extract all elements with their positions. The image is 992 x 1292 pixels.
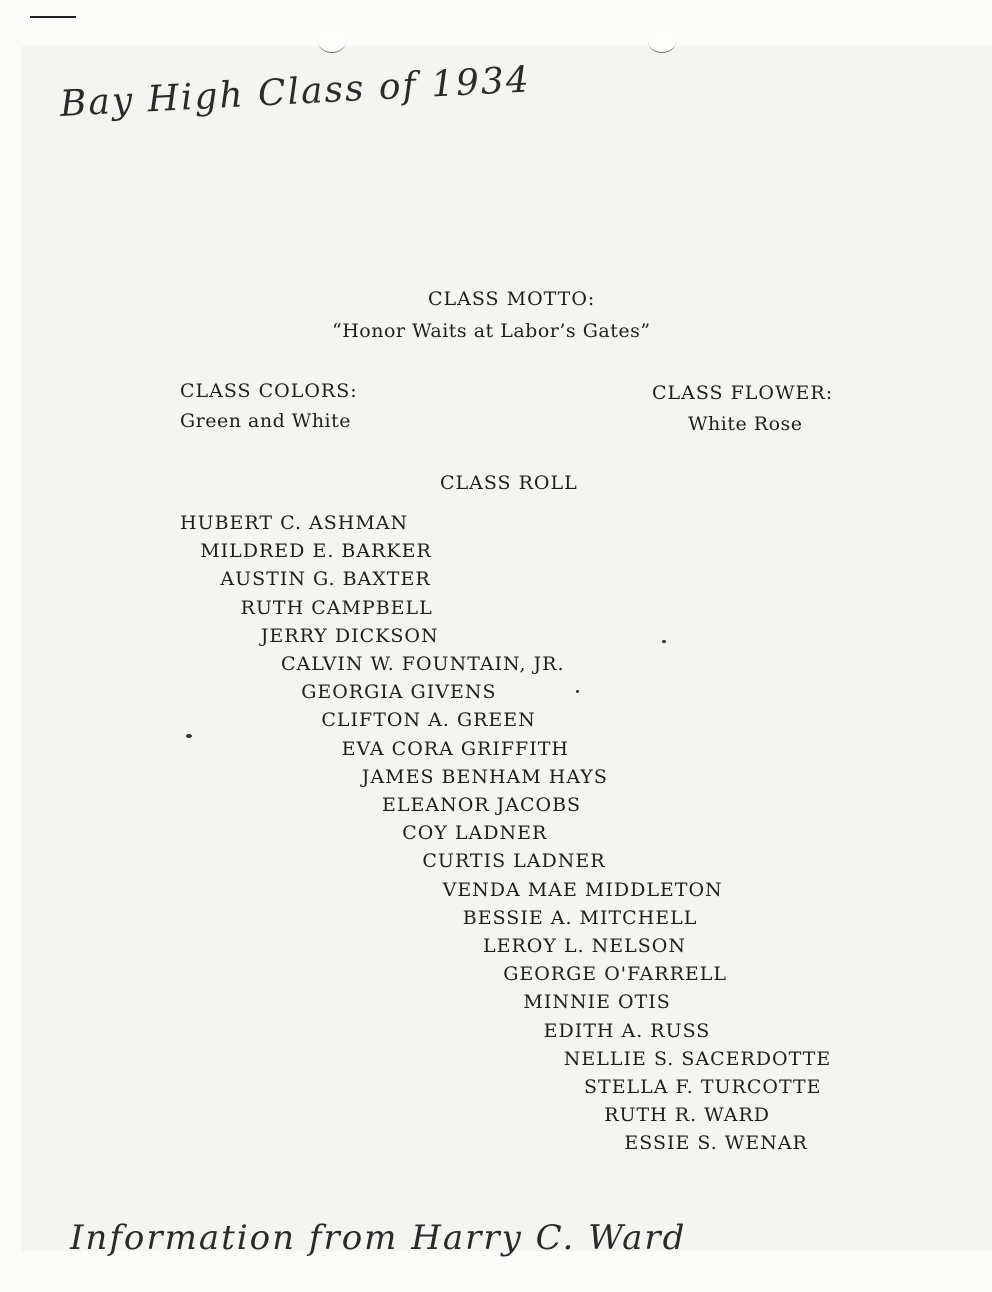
class-roll-name: ESSIE S. WENAR [624, 1132, 808, 1155]
class-roll-name: AUSTIN G. BAXTER [220, 568, 431, 591]
class-roll-name: RUTH R. WARD [604, 1104, 771, 1127]
class-roll-name: EDITH A. RUSS [543, 1019, 711, 1042]
colors-text: Green and White [180, 410, 352, 432]
class-roll-name: JERRY DICKSON [260, 624, 439, 647]
handwritten-source-note: Information from Harry C. Ward [70, 1218, 687, 1258]
colors-heading: CLASS COLORS: [180, 380, 358, 402]
flower-heading: CLASS FLOWER: [652, 382, 834, 404]
class-roll-name: BESSIE A. MITCHELL [462, 906, 698, 929]
class-roll-name: GEORGIA GIVENS [301, 681, 497, 704]
class-roll-name: ELEANOR JACOBS [382, 794, 582, 816]
punch-hole-right [648, 30, 676, 53]
class-roll-name: VENDA MAE MIDDLETON [442, 878, 723, 901]
class-roll-name: JAMES BENHAM HAYS [361, 765, 608, 788]
class-roll-name: RUTH CAMPBELL [240, 596, 433, 619]
class-roll-name: CALVIN W. FOUNTAIN, JR. [281, 653, 565, 675]
scan-speck [576, 690, 579, 693]
motto-text: “Honor Waits at Labor’s Gates” [332, 320, 651, 342]
class-roll-name: CURTIS LADNER [422, 850, 606, 873]
class-roll-heading: CLASS ROLL [440, 472, 578, 494]
class-roll-name: MINNIE OTIS [523, 991, 671, 1014]
motto-heading: CLASS MOTTO: [428, 288, 596, 310]
class-roll-name: LEROY L. NELSON [483, 935, 686, 957]
class-roll-name: EVA CORA GRIFFITH [341, 737, 569, 760]
scan-speck [662, 640, 666, 643]
scan-speck [186, 734, 192, 738]
handwritten-title: Bay High Class of 1934 [58, 59, 532, 125]
class-roll-name: NELLIE S. SACERDOTTE [563, 1047, 832, 1070]
top-rule-line [30, 16, 76, 18]
punch-hole-left [318, 30, 346, 53]
class-roll-name: MILDRED E. BARKER [200, 540, 432, 563]
class-roll-name: CLIFTON A. GREEN [321, 709, 536, 732]
class-roll-name: STELLA F. TURCOTTE [584, 1076, 822, 1098]
flower-text: White Rose [688, 413, 803, 435]
paper-sheet [22, 46, 992, 1251]
class-roll-name: HUBERT C. ASHMAN [180, 512, 409, 534]
class-roll-name: COY LADNER [402, 822, 548, 845]
class-roll-name: GEORGE O'FARRELL [503, 963, 727, 986]
